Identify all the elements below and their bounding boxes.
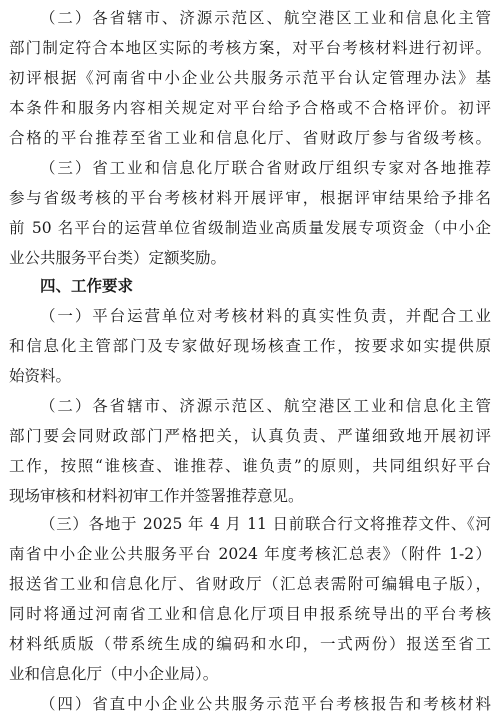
paragraph-line: 和信息化主管部门及专家做好现场核查工作，按要求如实提供原 xyxy=(9,337,491,355)
paragraph-line: 南省中小企业公共服务平台 2024 年度考核汇总表》（附件 1-2） xyxy=(9,545,491,563)
paragraph-line: （四）省直中小企业公共服务示范平台考核报告和考核材料 xyxy=(40,695,491,713)
section-heading: 四、工作要求 xyxy=(40,277,134,295)
paragraph-line: 参与省级考核的平台考核材料开展评审，根据评审结果给予排名 xyxy=(9,189,491,207)
paragraph-line: （三）省工业和信息化厅联合省财政厅组织专家对各地推荐 xyxy=(40,159,491,177)
paragraph-line: 同时将通过河南省工业和信息化厅项目申报系统导出的平台考核 xyxy=(9,605,491,623)
paragraph-line: 本条件和服务内容相关规定对平台给予合格或不合格评价。初评 xyxy=(9,99,491,117)
paragraph-line: （三）各地于 2025 年 4 月 11 日前联合行文将推荐文件、《河 xyxy=(40,515,491,533)
paragraph-line: 业公共服务平台类）定额奖励。 xyxy=(9,249,227,267)
paragraph-line: 初评根据《河南省中小企业公共服务示范平台认定管理办法》基 xyxy=(9,69,491,87)
paragraph-line: 工作，按照“谁核查、谁推荐、谁负责”的原则，共同组织好平台 xyxy=(9,457,491,475)
paragraph-line: 业和信息化厅（中小企业局）。 xyxy=(9,665,219,683)
paragraph-line: 前 50 名平台的运营单位省级制造业高质量发展专项资金（中小企 xyxy=(9,219,491,237)
paragraph-line: 部门制定符合本地区实际的考核方案，对平台考核材料进行初评。 xyxy=(9,39,491,57)
paragraph-line: 报送省工业和信息化厅、省财政厅（汇总表需附可编辑电子版）， xyxy=(9,575,491,593)
paragraph-line: （一）平台运营单位对考核材料的真实性负责，并配合工业 xyxy=(40,307,491,325)
paragraph-line: （二）各省辖市、济源示范区、航空港区工业和信息化主管 xyxy=(40,9,491,27)
paragraph-line: 现场审核和材料初审工作并签署推荐意见。 xyxy=(9,487,304,505)
paragraph-line: 部门要会同财政部门严格把关，认真负责、严谨细致地开展初评 xyxy=(9,427,491,445)
paragraph-line: 始资料。 xyxy=(9,367,72,385)
paragraph-line: 材料纸质版（带系统生成的编码和水印，一式两份）报送至省工 xyxy=(9,635,491,653)
paragraph-line: （二）各省辖市、济源示范区、航空港区工业和信息化主管 xyxy=(40,397,491,415)
paragraph-line: 合格的平台推荐至省工业和信息化厅、省财政厅参与省级考核。 xyxy=(9,129,491,147)
